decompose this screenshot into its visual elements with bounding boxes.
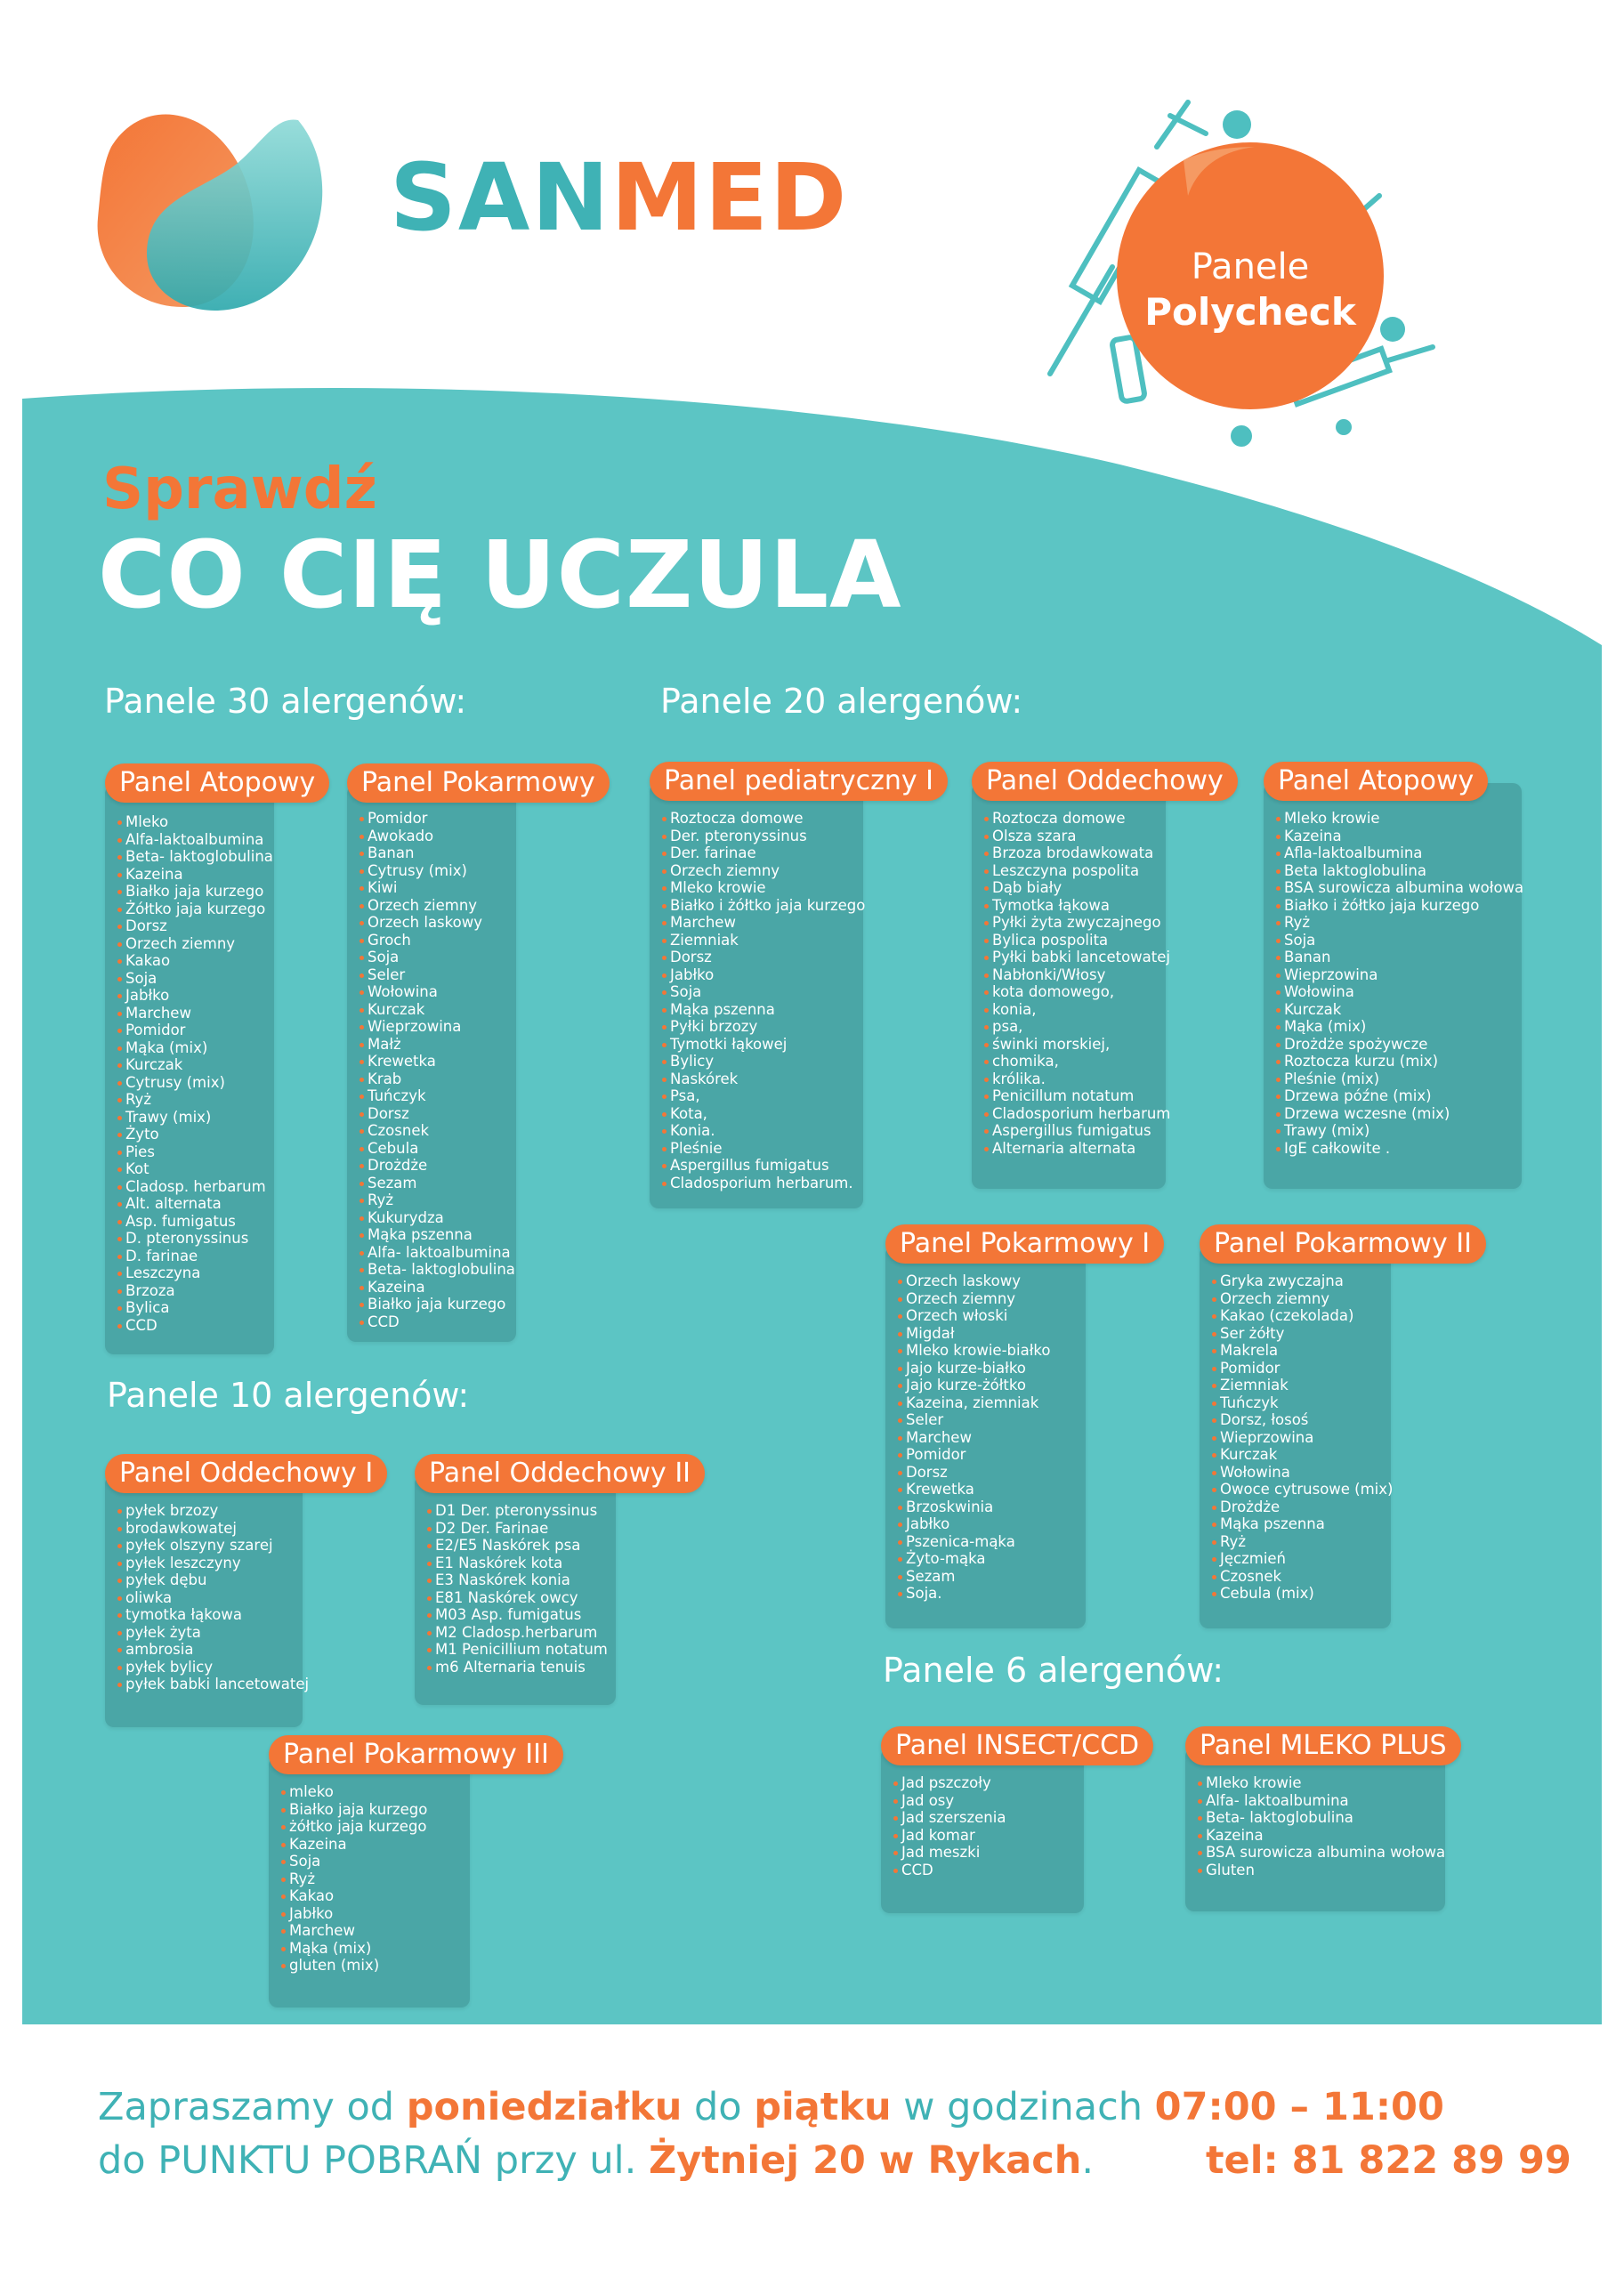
allergen-item: CCD xyxy=(893,1862,1006,1879)
allergen-item: Aspergillus fumigatus xyxy=(662,1157,865,1175)
allergen-item: Orzech ziemny xyxy=(898,1290,1050,1308)
allergen-item: Ser żółty xyxy=(1212,1325,1393,1343)
allergen-item: M2 Cladosp.herbarum xyxy=(427,1624,608,1642)
allergen-item: Tuńczyk xyxy=(1212,1394,1393,1412)
footer-text: . xyxy=(1081,2138,1095,2183)
allergen-list xyxy=(1198,1774,1445,1878)
allergen-item: Beta- laktoglobulina xyxy=(360,1261,515,1279)
footer-street: Żytniej 20 w Rykach xyxy=(648,2138,1082,2183)
allergen-item: Jęczmień xyxy=(1212,1550,1393,1568)
allergen-item: Pszenica-mąka xyxy=(898,1533,1050,1551)
allergen-list xyxy=(662,810,865,1192)
allergen-item: Wołowina xyxy=(360,983,515,1001)
allergen-item: Kiwi xyxy=(360,879,515,897)
allergen-item: Pomidor xyxy=(117,1022,273,1039)
brand-name xyxy=(390,143,849,252)
allergen-item: Kakao xyxy=(117,952,273,970)
allergen-item: Pomidor xyxy=(360,810,515,828)
allergen-item: Dorsz, łosoś xyxy=(1212,1411,1393,1429)
allergen-item: Gluten xyxy=(1198,1862,1445,1879)
allergen-item: Banan xyxy=(360,844,515,862)
allergen-item: Cytrusy (mix) xyxy=(360,862,515,880)
allergen-item: Jad szerszenia xyxy=(893,1809,1006,1827)
allergen-item: Orzech laskowy xyxy=(898,1272,1050,1290)
allergen-item: Kazeina, ziemniak xyxy=(898,1394,1050,1412)
allergen-item: Konia. xyxy=(662,1122,865,1140)
allergen-item: Marchew xyxy=(898,1429,1050,1447)
allergen-item: Owoce cytrusowe (mix) xyxy=(1212,1481,1393,1498)
allergen-item: E1 Naskórek kota xyxy=(427,1555,608,1572)
allergen-item: Beta- laktoglobulina xyxy=(1198,1809,1445,1827)
allergen-item: Mleko krowie xyxy=(662,879,865,897)
allergen-item: Orzech ziemny xyxy=(662,862,865,880)
allergen-item: BSA surowicza albumina wołowa xyxy=(1198,1844,1445,1862)
panel-title: Panel Oddechowy I xyxy=(105,1454,387,1493)
allergen-item: Małż xyxy=(360,1036,515,1054)
brand-part-1: SAN xyxy=(390,143,611,252)
allergen-item: Kurczak xyxy=(1212,1446,1393,1464)
footer-address xyxy=(98,2138,1094,2183)
allergen-item: Dorsz xyxy=(360,1105,515,1123)
allergen-item: Kazeina xyxy=(1198,1827,1445,1845)
allergen-item: Groch xyxy=(360,932,515,949)
allergen-item: świnki morskiej, xyxy=(984,1036,1170,1054)
allergen-item: Pyłki żyta zwyczajnego xyxy=(984,914,1170,932)
hero-subtitle: Sprawdź xyxy=(102,456,377,522)
allergen-item: Mąka (mix) xyxy=(281,1940,427,1958)
allergen-list xyxy=(360,810,515,1330)
allergen-item: Cebula (mix) xyxy=(1212,1585,1393,1603)
allergen-item: m6 Alternaria tenuis xyxy=(427,1659,608,1676)
section-title-20: Panele 20 alergenów: xyxy=(660,682,1023,721)
allergen-item: Roztocza domowe xyxy=(662,810,865,828)
allergen-item: Penicillum notatum xyxy=(984,1087,1170,1105)
allergen-item: Pies xyxy=(117,1143,273,1161)
allergen-item: Drożdże xyxy=(360,1157,515,1175)
allergen-item: D2 Der. Farinae xyxy=(427,1520,608,1538)
allergen-item: Soja. xyxy=(898,1585,1050,1603)
allergen-item: Der. pteronyssinus xyxy=(662,828,865,845)
allergen-item: Orzech włoski xyxy=(898,1307,1050,1325)
allergen-item: Mleko krowie xyxy=(1198,1774,1445,1792)
allergen-item: Der. farinae xyxy=(662,844,865,862)
allergen-item: Orzech ziemny xyxy=(1212,1290,1393,1308)
allergen-item: Trawy (mix) xyxy=(117,1109,273,1127)
allergen-item: Pleśnie xyxy=(662,1140,865,1158)
allergen-item: Pleśnie (mix) xyxy=(1276,1070,1523,1088)
allergen-item: Białko i żółtko jaja kurzego xyxy=(1276,897,1523,915)
allergen-list xyxy=(893,1774,1006,1878)
allergen-item: Tymotki łąkowej xyxy=(662,1036,865,1054)
badge-line-1: Panele xyxy=(1191,246,1310,287)
allergen-item: mleko xyxy=(281,1783,427,1801)
allergen-item: Żółtko jaja kurzego xyxy=(117,901,273,918)
allergen-list xyxy=(427,1502,608,1676)
allergen-item: Drożdże spożywcze xyxy=(1276,1036,1523,1054)
allergen-item: Kota, xyxy=(662,1105,865,1123)
allergen-item: Drzewa wczesne (mix) xyxy=(1276,1105,1523,1123)
allergen-item: Trawy (mix) xyxy=(1276,1122,1523,1140)
allergen-item: Mąka (mix) xyxy=(1276,1018,1523,1036)
allergen-item: Cytrusy (mix) xyxy=(117,1074,273,1092)
allergen-item: Drożdże xyxy=(1212,1498,1393,1516)
allergen-item: Białko jaja kurzego xyxy=(281,1801,427,1819)
footer-phone[interactable]: tel: 81 822 89 99 xyxy=(1206,2138,1571,2183)
allergen-item: Psa, xyxy=(662,1087,865,1105)
allergen-item: Kazeina xyxy=(281,1836,427,1854)
allergen-item: pyłek żyta xyxy=(117,1624,309,1642)
panel-title: Panel MLEKO PLUS xyxy=(1185,1726,1461,1765)
allergen-item: Nabłonki/Włosy xyxy=(984,966,1170,984)
allergen-item: Kakao xyxy=(281,1887,427,1905)
panel-title: Panel pediatryczny I xyxy=(650,762,948,801)
allergen-item: Alfa- laktoalbumina xyxy=(360,1244,515,1262)
allergen-item: Kurczak xyxy=(117,1056,273,1074)
allergen-item: psa, xyxy=(984,1018,1170,1036)
allergen-item: Cebula xyxy=(360,1140,515,1158)
allergen-item: CCD xyxy=(117,1317,273,1335)
allergen-item: Seler xyxy=(898,1411,1050,1429)
allergen-item: Sezam xyxy=(898,1568,1050,1586)
allergen-item: Czosnek xyxy=(360,1122,515,1140)
allergen-item: Afla-laktoalbumina xyxy=(1276,844,1523,862)
allergen-item: Awokado xyxy=(360,828,515,845)
allergen-item: IgE całkowite . xyxy=(1276,1140,1523,1158)
allergen-item: Bylicy xyxy=(662,1053,865,1070)
allergen-list xyxy=(117,1502,309,1693)
allergen-list xyxy=(1276,810,1523,1157)
allergen-item: Dąb biały xyxy=(984,879,1170,897)
allergen-item: Soja xyxy=(662,983,865,1001)
allergen-item: Orzech ziemny xyxy=(117,935,273,953)
allergen-item: konia, xyxy=(984,1001,1170,1019)
allergen-list xyxy=(898,1272,1050,1603)
allergen-item: Orzech ziemny xyxy=(360,897,515,915)
allergen-item: brodawkowatej xyxy=(117,1520,309,1538)
allergen-list xyxy=(984,810,1170,1157)
panel-title: Panel Oddechowy II xyxy=(415,1454,705,1493)
panel-title: Panel Pokarmowy III xyxy=(269,1735,563,1774)
allergen-item: Brzoza xyxy=(117,1282,273,1300)
allergen-item: pyłek babki lancetowatej xyxy=(117,1676,309,1693)
section-title-10: Panele 10 alergenów: xyxy=(107,1376,470,1415)
allergen-item: Drzewa późne (mix) xyxy=(1276,1087,1523,1105)
allergen-item: Olsza szara xyxy=(984,828,1170,845)
allergen-item: BSA surowicza albumina wołowa xyxy=(1276,879,1523,897)
allergen-item: Pyłki babki lancetowatej xyxy=(984,949,1170,966)
footer-text: do xyxy=(682,2085,755,2129)
allergen-item: pyłek dębu xyxy=(117,1571,309,1589)
footer-day-to: piątku xyxy=(754,2085,892,2129)
allergen-item: Mąka pszenna xyxy=(360,1226,515,1244)
allergen-item: Soja xyxy=(1276,932,1523,949)
allergen-item: Seler xyxy=(360,966,515,984)
allergen-item: Krab xyxy=(360,1070,515,1088)
allergen-item: Dorsz xyxy=(117,917,273,935)
allergen-item: tymotka łąkowa xyxy=(117,1606,309,1624)
allergen-item: Kurczak xyxy=(360,1001,515,1019)
allergen-item: Ryż xyxy=(117,1091,273,1109)
allergen-item: Leszczyna pospolita xyxy=(984,862,1170,880)
allergen-item: oliwka xyxy=(117,1589,309,1607)
allergen-item: Beta laktoglobulina xyxy=(1276,862,1523,880)
allergen-item: Czosnek xyxy=(1212,1568,1393,1586)
allergen-item: Bylica xyxy=(117,1299,273,1317)
allergen-item: Ryż xyxy=(281,1870,427,1888)
allergen-item: Banan xyxy=(1276,949,1523,966)
allergen-item: Dorsz xyxy=(898,1464,1050,1482)
allergen-item: Jabłko xyxy=(662,966,865,984)
allergen-item: kota domowego, xyxy=(984,983,1170,1001)
allergen-item: Jabłko xyxy=(898,1515,1050,1533)
allergen-item: Gryka zwyczajna xyxy=(1212,1272,1393,1290)
allergen-item: Jabłko xyxy=(117,987,273,1005)
allergen-item: Migdał xyxy=(898,1325,1050,1343)
allergen-item: Cladosporium herbarum. xyxy=(662,1175,865,1192)
allergen-item: Alternaria alternata xyxy=(984,1140,1170,1158)
allergen-item: Ziemniak xyxy=(662,932,865,949)
allergen-item: Żyto xyxy=(117,1126,273,1143)
allergen-item: Makrela xyxy=(1212,1342,1393,1360)
allergen-item: Naskórek xyxy=(662,1070,865,1088)
allergen-item: M1 Penicillium notatum xyxy=(427,1641,608,1659)
allergen-item: Krewetka xyxy=(898,1481,1050,1498)
footer-text: do PUNKTU POBRAŃ przy ul. xyxy=(98,2138,649,2183)
allergen-item: Mąka pszenna xyxy=(662,1001,865,1019)
allergen-item: Beta- laktoglobulina xyxy=(117,848,273,866)
sanmed-logo-icon xyxy=(93,93,334,316)
allergen-item: Kazeina xyxy=(117,866,273,884)
allergen-list xyxy=(117,813,273,1334)
allergen-item: Alfa-laktoalbumina xyxy=(117,831,273,849)
allergen-item: Żyto-mąka xyxy=(898,1550,1050,1568)
allergen-item: pyłek brzozy xyxy=(117,1502,309,1520)
allergen-list xyxy=(281,1783,427,1975)
allergen-item: Aspergillus fumigatus xyxy=(984,1122,1170,1140)
allergen-item: Pomidor xyxy=(898,1446,1050,1464)
allergen-item: Jajo kurze-białko xyxy=(898,1360,1050,1377)
panel-title: Panel INSECT/CCD xyxy=(881,1726,1153,1765)
panel-title: Panel Pokarmowy xyxy=(347,763,610,803)
footer-hours xyxy=(98,2085,1444,2129)
allergen-item: Roztocza kurzu (mix) xyxy=(1276,1053,1523,1070)
footer-text: Zapraszamy od xyxy=(98,2085,407,2129)
allergen-item: Jabłko xyxy=(281,1905,427,1923)
allergen-item: Wieprzowina xyxy=(1276,966,1523,984)
allergen-item: Białko jaja kurzego xyxy=(117,883,273,901)
allergen-item: E81 Naskórek owcy xyxy=(427,1589,608,1607)
section-title-6: Panele 6 alergenów: xyxy=(883,1651,1224,1690)
badge-line-2: Polycheck xyxy=(1144,290,1356,334)
polycheck-badge xyxy=(1103,245,1397,336)
allergen-item: Alt. alternata xyxy=(117,1195,273,1213)
footer-text: w godzinach xyxy=(891,2085,1155,2129)
allergen-item: E2/E5 Naskórek psa xyxy=(427,1537,608,1555)
allergen-item: Cladosp. herbarum xyxy=(117,1178,273,1196)
allergen-item: Jad meszki xyxy=(893,1844,1006,1862)
allergen-item: Jad pszczoły xyxy=(893,1774,1006,1792)
allergen-item: Dorsz xyxy=(662,949,865,966)
allergen-item: Ziemniak xyxy=(1212,1377,1393,1394)
allergen-item: M03 Asp. fumigatus xyxy=(427,1606,608,1624)
allergen-item: chomika, xyxy=(984,1053,1170,1070)
allergen-item: Alfa- laktoalbumina xyxy=(1198,1792,1445,1810)
allergen-item: Kukurydza xyxy=(360,1209,515,1227)
allergen-item: Mąka pszenna xyxy=(1212,1515,1393,1533)
allergen-item: pyłek leszczyny xyxy=(117,1555,309,1572)
allergen-item: Jad osy xyxy=(893,1792,1006,1810)
allergen-item: pyłek bylicy xyxy=(117,1659,309,1676)
allergen-item: Wołowina xyxy=(1276,983,1523,1001)
allergen-item: Soja xyxy=(360,949,515,966)
allergen-item: Ryż xyxy=(1276,914,1523,932)
allergen-list xyxy=(1212,1272,1393,1603)
allergen-item: Wołowina xyxy=(1212,1464,1393,1482)
allergen-item: D. pteronyssinus xyxy=(117,1230,273,1248)
allergen-item: Wieprzowina xyxy=(360,1018,515,1036)
footer-day-from: poniedziałku xyxy=(406,2085,683,2129)
allergen-item: Roztocza domowe xyxy=(984,810,1170,828)
allergen-item: Brzoza brodawkowata xyxy=(984,844,1170,862)
allergen-item: królika. xyxy=(984,1070,1170,1088)
allergen-item: Jajo kurze-żółtko xyxy=(898,1377,1050,1394)
allergen-item: E3 Naskórek konia xyxy=(427,1571,608,1589)
allergen-item: Białko jaja kurzego xyxy=(360,1296,515,1313)
allergen-item: Mąka (mix) xyxy=(117,1039,273,1057)
allergen-item: gluten (mix) xyxy=(281,1957,427,1975)
panel-title: Panel Atopowy xyxy=(105,763,329,803)
panel-title: Panel Oddechowy xyxy=(972,762,1238,801)
allergen-item: ambrosia xyxy=(117,1641,309,1659)
allergen-item: Orzech laskowy xyxy=(360,914,515,932)
allergen-item: Soja xyxy=(281,1853,427,1870)
allergen-item: Ryż xyxy=(1212,1533,1393,1551)
section-title-30: Panele 30 alergenów: xyxy=(104,682,467,721)
brand-part-2: MED xyxy=(610,143,849,252)
allergen-item: Kurczak xyxy=(1276,1001,1523,1019)
allergen-item: Marchew xyxy=(662,914,865,932)
footer-hours-range: 07:00 – 11:00 xyxy=(1154,2085,1444,2129)
allergen-item: CCD xyxy=(360,1313,515,1331)
allergen-item: Brzoskwinia xyxy=(898,1498,1050,1516)
allergen-item: Bylica pospolita xyxy=(984,932,1170,949)
allergen-item: Tymotka łąkowa xyxy=(984,897,1170,915)
allergen-item: Mleko xyxy=(117,813,273,831)
panel-title: Panel Atopowy xyxy=(1264,762,1488,801)
allergen-item: Marchew xyxy=(281,1922,427,1940)
allergen-item: Kakao (czekolada) xyxy=(1212,1307,1393,1325)
allergen-item: Białko i żółtko jaja kurzego xyxy=(662,897,865,915)
allergen-item: Tuńczyk xyxy=(360,1087,515,1105)
allergen-item: Mleko krowie-białko xyxy=(898,1342,1050,1360)
allergen-item: Krewetka xyxy=(360,1053,515,1070)
allergen-item: Pomidor xyxy=(1212,1360,1393,1377)
allergen-item: żółtko jaja kurzego xyxy=(281,1818,427,1836)
allergen-item: Kazeina xyxy=(360,1279,515,1297)
allergen-item: D. farinae xyxy=(117,1248,273,1265)
allergen-item: Marchew xyxy=(117,1005,273,1022)
allergen-item: D1 Der. pteronyssinus xyxy=(427,1502,608,1520)
allergen-item: Ryż xyxy=(360,1192,515,1209)
allergen-item: Pyłki brzozy xyxy=(662,1018,865,1036)
panel-title: Panel Pokarmowy I xyxy=(885,1224,1164,1264)
allergen-item: pyłek olszyny szarej xyxy=(117,1537,309,1555)
allergen-item: Sezam xyxy=(360,1175,515,1192)
allergen-item: Soja xyxy=(117,970,273,988)
panel-title: Panel Pokarmowy II xyxy=(1200,1224,1486,1264)
allergen-item: Mleko krowie xyxy=(1276,810,1523,828)
allergen-item: Jad komar xyxy=(893,1827,1006,1845)
allergen-item: Wieprzowina xyxy=(1212,1429,1393,1447)
allergen-item: Kazeina xyxy=(1276,828,1523,845)
allergen-item: Cladosporium herbarum xyxy=(984,1105,1170,1123)
allergen-item: Asp. fumigatus xyxy=(117,1213,273,1231)
allergen-item: Leszczyna xyxy=(117,1264,273,1282)
allergen-item: Kot xyxy=(117,1160,273,1178)
hero-title: CO CIĘ UCZULA xyxy=(98,521,902,629)
